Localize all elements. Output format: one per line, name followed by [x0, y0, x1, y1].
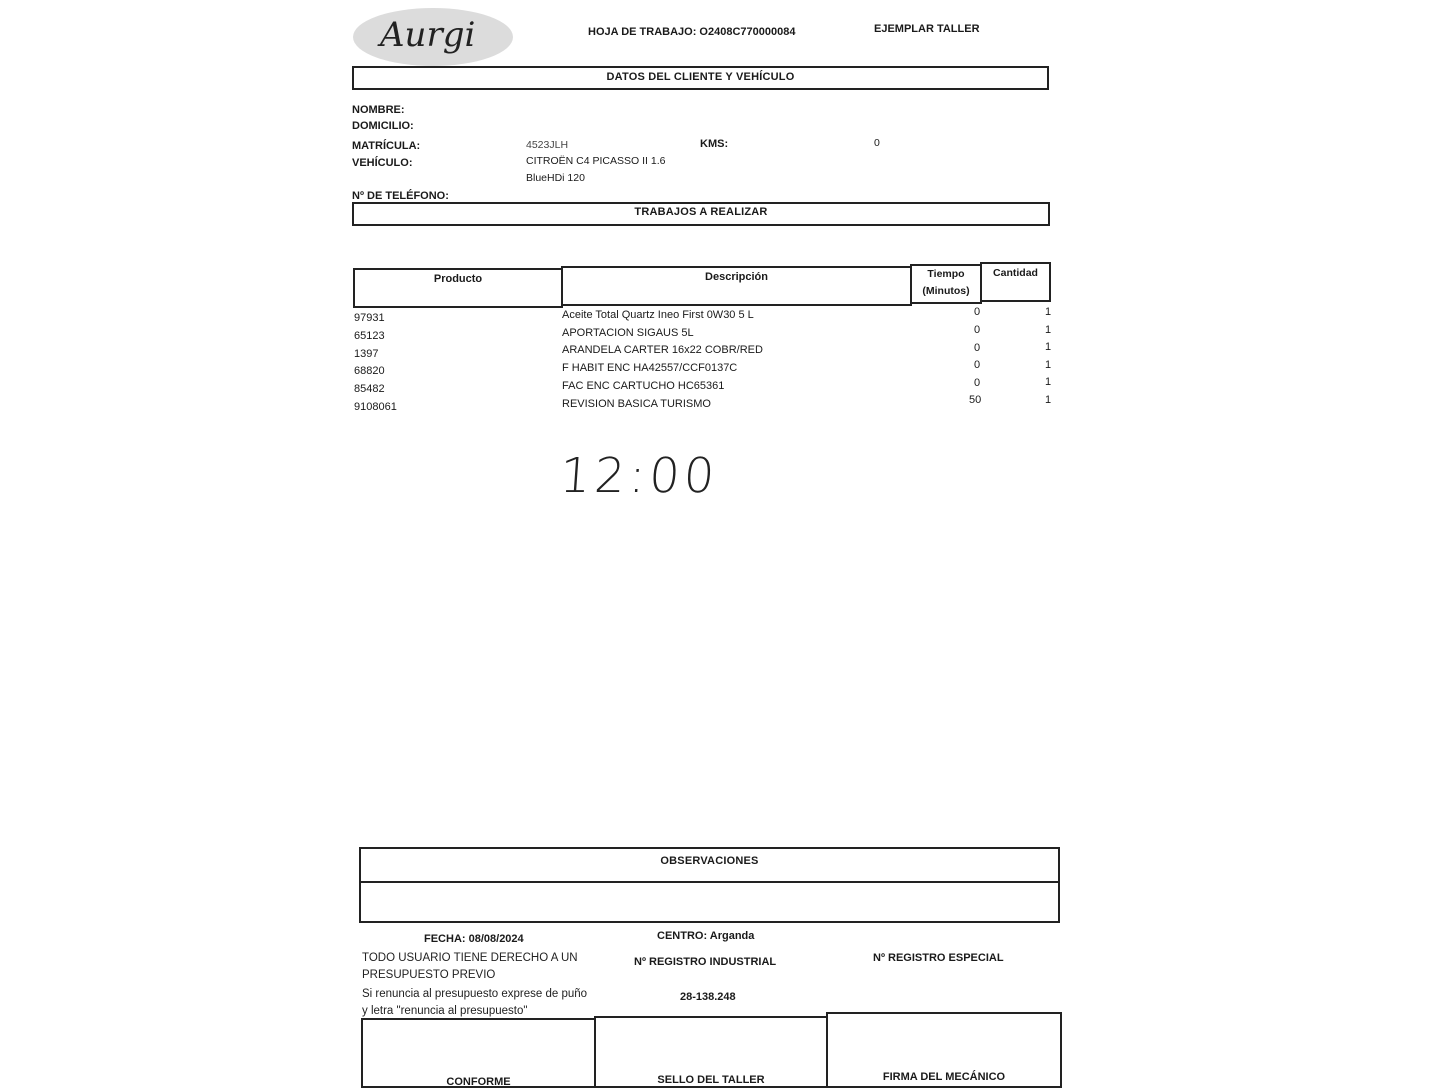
- col-description-label: Descripción: [705, 271, 768, 283]
- row-description: Aceite Total Quartz Ineo First 0W30 5 L: [562, 309, 754, 321]
- notice-line: TODO USUARIO TIENE DERECHO A UN: [362, 952, 578, 964]
- signature-label-mechanic: FIRMA DEL MECÁNICO: [882, 1071, 1006, 1083]
- plate-label: MATRÍCULA:: [352, 140, 421, 152]
- handwritten-time-note: 12:00: [558, 448, 721, 504]
- col-time-label-1: Tiempo: [927, 268, 965, 280]
- client-section-title: DATOS DEL CLIENTE Y VEHÍCULO: [606, 71, 795, 83]
- observations-title: OBSERVACIONES: [660, 855, 759, 867]
- notice-line: PRESUPUESTO PREVIO: [362, 969, 496, 981]
- signature-label-workshop: SELLO DEL TALLER: [657, 1074, 765, 1086]
- copy-label: EJEMPLAR TALLER: [874, 23, 980, 35]
- phone-label: Nº DE TELÉFONO:: [352, 190, 449, 202]
- row-time: 0: [974, 324, 981, 336]
- observations-header: [361, 849, 1058, 883]
- col-quantity-header: [980, 262, 1051, 302]
- row-time: 50: [969, 394, 982, 406]
- row-qty: 1: [1045, 394, 1052, 406]
- vehicle-line1: CITROËN C4 PICASSO II 1.6: [526, 155, 666, 167]
- row-time: 0: [974, 377, 981, 389]
- notice-line: y letra "renuncia al presupuesto": [362, 1005, 528, 1017]
- works-section-title: TRABAJOS A REALIZAR: [634, 206, 768, 218]
- logo-text: Aurgi: [380, 15, 476, 55]
- observations-box: [359, 847, 1060, 923]
- col-description-header: [561, 266, 912, 306]
- row-product: 97931: [354, 312, 385, 324]
- row-description: REVISION BASICA TURISMO: [562, 398, 711, 410]
- row-qty: 1: [1045, 306, 1052, 318]
- date-field: FECHA: 08/08/2024: [424, 933, 524, 945]
- work-order-number: HOJA DE TRABAJO: O2408C770000084: [588, 26, 796, 38]
- client-section-bar: [352, 66, 1049, 90]
- center-field: CENTRO: Arganda: [657, 930, 755, 942]
- row-description: FAC ENC CARTUCHO HC65361: [562, 380, 725, 392]
- budget-notice: [362, 950, 587, 1020]
- signature-box-workshop: [594, 1016, 828, 1088]
- row-qty: 1: [1045, 376, 1052, 388]
- row-qty: 1: [1045, 359, 1052, 371]
- row-product: 65123: [354, 330, 385, 342]
- row-description: APORTACION SIGAUS 5L: [562, 327, 694, 339]
- address-label: DOMICILIO:: [352, 120, 414, 132]
- row-product: 85482: [354, 383, 385, 395]
- col-time-header: [910, 264, 982, 304]
- vehicle-line2: BlueHDi 120: [526, 172, 585, 184]
- col-quantity-label: Cantidad: [993, 267, 1038, 279]
- industrial-register-label: Nº REGISTRO INDUSTRIAL: [634, 956, 777, 968]
- works-section-bar: [352, 202, 1050, 226]
- signature-box-client: [361, 1018, 596, 1088]
- plate-value: 4523JLH: [526, 139, 569, 151]
- aurgi-logo: [352, 6, 514, 68]
- row-product: 68820: [354, 365, 385, 377]
- col-product-label: Producto: [433, 273, 483, 285]
- row-product: 9108061: [354, 401, 397, 413]
- signature-box-mechanic: [826, 1012, 1062, 1088]
- kms-label: KMS:: [700, 138, 729, 150]
- row-qty: 1: [1045, 341, 1052, 353]
- notice-line: Si renuncia al presupuesto exprese de puño: [362, 988, 588, 1000]
- kms-value: 0: [874, 137, 880, 149]
- row-time: 0: [974, 306, 981, 318]
- signature-label-client: CONFORME: [446, 1076, 511, 1088]
- row-description: ARANDELA CARTER 16x22 COBR/RED: [562, 344, 763, 356]
- vehicle-label: VEHÍCULO:: [352, 157, 413, 169]
- industrial-register-value: 28-138.248: [680, 991, 736, 1003]
- special-register-label: Nº REGISTRO ESPECIAL: [873, 952, 1004, 964]
- row-time: 0: [974, 342, 981, 354]
- row-time: 0: [974, 359, 981, 371]
- row-qty: 1: [1045, 324, 1052, 336]
- col-time-label-2: (Minutos): [922, 285, 970, 297]
- col-product-header: [353, 268, 563, 308]
- row-product: 1397: [354, 348, 379, 360]
- name-label: NOMBRE:: [352, 104, 405, 116]
- row-description: F HABIT ENC HA42557/CCF0137C: [562, 362, 738, 374]
